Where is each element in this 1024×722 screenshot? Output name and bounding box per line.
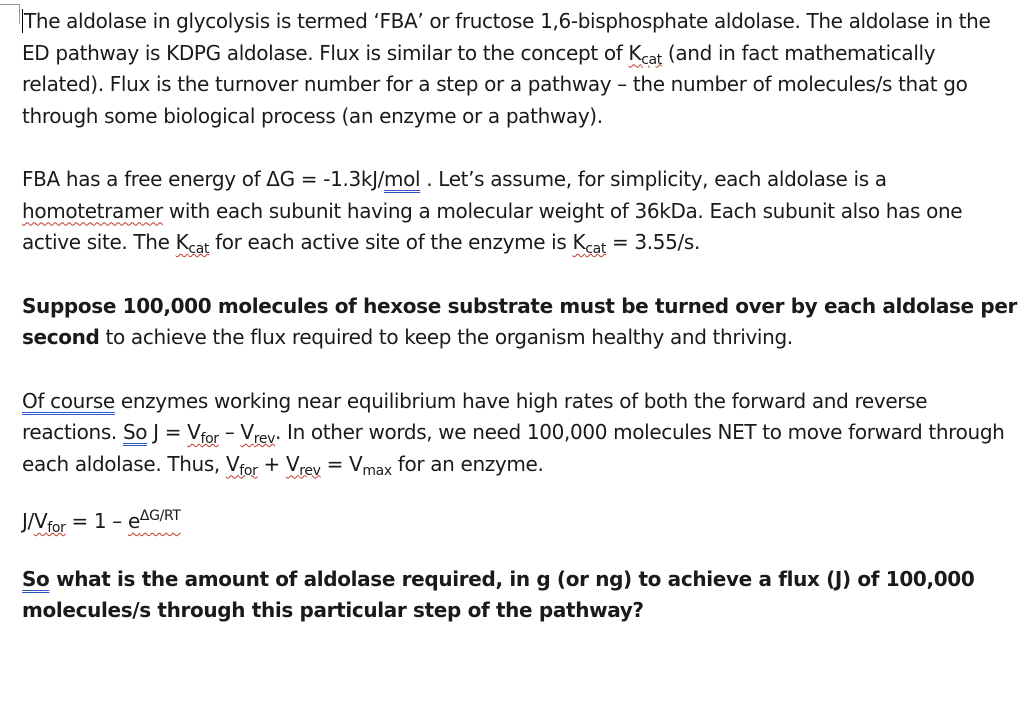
text-run: J/ [22, 509, 34, 533]
bold-text: Suppose 100,000 molecules of hexose substrate must be turned over by each aldolase per second [22, 293, 1018, 349]
document-body[interactable] [22, 6, 1018, 627]
vfor-symbol: $V_{for}$ [225, 451, 258, 479]
text-run: for each active site of the enzyme is [209, 230, 573, 254]
vfor-symbol: $V_{for}$ [187, 420, 219, 447]
text-run: for an enzyme. [391, 451, 544, 476]
text-run: (and in fact mathematically related). Flux is the turnover number for a step or a pathway – the number of molecules/s that go through some biological process (an enzyme or a pathway). [22, 40, 968, 128]
vrev-symbol: $V_{rev}$ [240, 420, 276, 447]
mol-unit: mol [384, 167, 421, 191]
text-run: with each subunit having a molecular weight of 36kDa. Each subunit also has one active site. The [22, 198, 963, 254]
vfor-symbol: $V_{for}$ [33, 509, 66, 536]
text-run: + [257, 451, 286, 476]
of-course-phrase: Of course [22, 388, 115, 413]
kcat-symbol: $K_{cat}$ [572, 230, 606, 257]
flux-equation [22, 506, 1018, 538]
so-word: So [122, 420, 148, 444]
page-corner-mark [0, 4, 20, 5]
kcat-symbol: $K_{cat}$ [628, 40, 662, 68]
paragraph-aldolase-intro [22, 6, 1018, 132]
text-run: enzymes working near equilibrium have high rates of both the forward and reverse reactions. [22, 388, 928, 444]
text-run: = V [320, 451, 363, 476]
exponential-term: $e^{\Delta G/RT}$ [127, 508, 181, 533]
paragraph-suppose [22, 291, 1018, 354]
paragraph-question [22, 564, 1018, 627]
so-word: So [22, 566, 50, 591]
text-run: . Let’s assume, for simplicity, each aldolase is a [420, 167, 887, 191]
text-run: The aldolase in glycolysis is termed ‘FBA’ or fructose 1,6-bisphosphate aldolase. The aldolase in the ED pathway is KDPG aldolase. Flux is similar to the concept of [22, 9, 991, 65]
text-run: . In other words, we need 100,000 molecules NET to move forward through each aldolase. Thus, [22, 420, 1005, 476]
homotetramer-word: homotetramer [22, 198, 163, 223]
text-run: what is the amount of aldolase required, in g (or ng) to achieve a flux (J) of 100,000 molecules/s through this particular step of the pathway? [22, 566, 975, 622]
vmax-subscript: max [362, 462, 392, 479]
text-run: = 1 – [65, 509, 128, 533]
text-run: to achieve the flux required to keep the organism healthy and thriving. [99, 325, 793, 349]
text-run: = 3.55/s. [605, 230, 700, 254]
paragraph-fba-properties [22, 164, 1018, 259]
vrev-symbol: $V_{rev}$ [285, 451, 321, 479]
text-run: – [218, 420, 241, 444]
text-run: J = [147, 420, 188, 444]
kcat-symbol: $K_{cat}$ [175, 230, 210, 257]
text-run: FBA has a free energy of ΔG = -1.3kJ/ [22, 167, 385, 191]
page-corner-mark-vertical [19, 4, 20, 24]
paragraph-equilibrium [22, 386, 1018, 481]
text-cursor [22, 9, 23, 33]
